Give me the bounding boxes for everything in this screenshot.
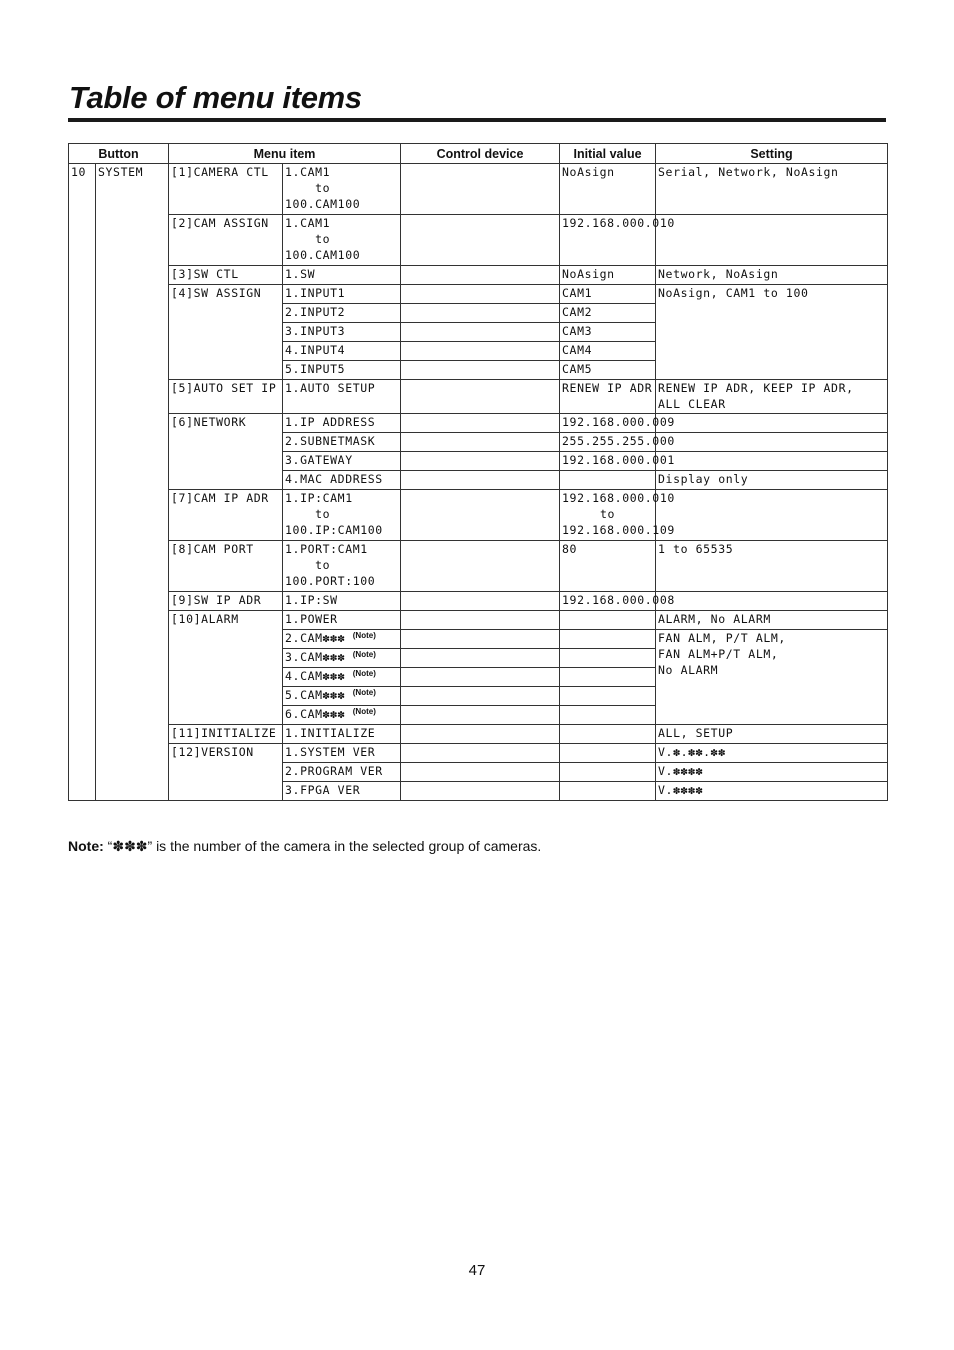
menu-group: [3]SW CTL [169, 266, 283, 285]
initial-value [560, 630, 656, 649]
menu-item [283, 630, 401, 649]
menu-group: [12]VERSION [169, 744, 283, 801]
initial-value: CAM4 [560, 342, 656, 361]
initial-value: NoAsign [560, 164, 656, 215]
setting [656, 490, 888, 541]
footnote [68, 838, 541, 855]
header-initial-value: Initial value [560, 144, 656, 164]
setting: Network, NoAsign [656, 266, 888, 285]
setting: V.✽.✽✽.✽✽ [656, 744, 888, 763]
menu-item: 1.IP:SW [283, 592, 401, 611]
setting [656, 452, 888, 471]
initial-value: 192.168.000.010 to 192.168.000.109 [560, 490, 656, 541]
menu-group: [9]SW IP ADR [169, 592, 283, 611]
page-title: Table of menu items [69, 80, 362, 115]
control-device-cell [401, 361, 560, 380]
button-number: 10 [69, 164, 96, 801]
header-menu-item: Menu item [169, 144, 401, 164]
control-device-cell [401, 323, 560, 342]
control-device-cell [401, 592, 560, 611]
control-device-cell [401, 285, 560, 304]
note-marker: (Note) [352, 650, 376, 659]
setting [656, 215, 888, 266]
initial-value: CAM1 [560, 285, 656, 304]
control-device-cell [401, 649, 560, 668]
menu-item-label: 3.CAM✽✽✽ [285, 650, 346, 664]
menu-group: [6]NETWORK [169, 414, 283, 490]
table-row [69, 611, 888, 630]
control-device-cell [401, 414, 560, 433]
initial-value [560, 782, 656, 801]
menu-group: [7]CAM IP ADR [169, 490, 283, 541]
initial-value: NoAsign [560, 266, 656, 285]
setting [656, 414, 888, 433]
table-row [69, 266, 888, 285]
page-number: 47 [468, 1262, 486, 1279]
initial-value [560, 725, 656, 744]
menu-item: 5.INPUT5 [283, 361, 401, 380]
menu-item: 1.POWER [283, 611, 401, 630]
control-device-cell [401, 304, 560, 323]
initial-value [560, 744, 656, 763]
initial-value: CAM3 [560, 323, 656, 342]
setting: RENEW IP ADR, KEEP IP ADR, ALL CLEAR [656, 380, 888, 414]
setting: ALARM, No ALARM [656, 611, 888, 630]
setting: Serial, Network, NoAsign [656, 164, 888, 215]
menu-item: 4.INPUT4 [283, 342, 401, 361]
table-row [69, 380, 888, 414]
menu-item: 1.PORT:CAM1 to 100.PORT:100 [283, 541, 401, 592]
control-device-cell [401, 471, 560, 490]
menu-item: 1.CAM1 to 100.CAM100 [283, 164, 401, 215]
menu-item-label: 5.CAM✽✽✽ [285, 688, 346, 702]
initial-value [560, 687, 656, 706]
menu-items-table [68, 143, 888, 801]
note-marker: (Note) [352, 707, 376, 716]
initial-value: 80 [560, 541, 656, 592]
table-row [69, 285, 888, 304]
table-row [69, 541, 888, 592]
initial-value: 192.168.000.008 [560, 592, 656, 611]
menu-item: 2.PROGRAM VER [283, 763, 401, 782]
footnote-label: Note: [68, 838, 104, 854]
menu-item: 1.INITIALIZE [283, 725, 401, 744]
control-device-cell [401, 744, 560, 763]
setting: FAN ALM, P/T ALM, FAN ALM+P/T ALM, No ALARM [656, 630, 888, 725]
menu-item: 1.IP ADDRESS [283, 414, 401, 433]
setting: V.✽✽✽✽ [656, 763, 888, 782]
setting [656, 433, 888, 452]
button-name: SYSTEM [96, 164, 169, 801]
control-device-cell [401, 668, 560, 687]
initial-value: 192.168.000.009 [560, 414, 656, 433]
table-row [69, 592, 888, 611]
menu-item: 2.INPUT2 [283, 304, 401, 323]
header-control-device: Control device [401, 144, 560, 164]
control-device-cell [401, 452, 560, 471]
menu-item: 3.FPGA VER [283, 782, 401, 801]
control-device-cell [401, 782, 560, 801]
menu-item: 1.CAM1 to 100.CAM100 [283, 215, 401, 266]
initial-value: CAM5 [560, 361, 656, 380]
initial-value [560, 706, 656, 725]
setting: 1 to 65535 [656, 541, 888, 592]
menu-item-label: 6.CAM✽✽✽ [285, 707, 346, 721]
control-device-cell [401, 215, 560, 266]
control-device-cell [401, 763, 560, 782]
control-device-cell [401, 687, 560, 706]
note-marker: (Note) [352, 631, 376, 640]
setting [656, 592, 888, 611]
menu-item: 4.MAC ADDRESS [283, 471, 401, 490]
header-row [69, 144, 888, 164]
control-device-cell [401, 490, 560, 541]
menu-group: [1]CAMERA CTL [169, 164, 283, 215]
control-device-cell [401, 611, 560, 630]
setting: Display only [656, 471, 888, 490]
menu-item: 1.INPUT1 [283, 285, 401, 304]
initial-value [560, 649, 656, 668]
note-marker: (Note) [352, 669, 376, 678]
menu-item-label: 4.CAM✽✽✽ [285, 669, 346, 683]
footnote-text: “✽✽✽” is the number of the camera in the selected group of cameras. [103, 838, 542, 854]
menu-item: 1.IP:CAM1 to 100.IP:CAM100 [283, 490, 401, 541]
control-device-cell [401, 630, 560, 649]
menu-item: 1.AUTO SETUP [283, 380, 401, 414]
menu-item-label: 2.CAM✽✽✽ [285, 631, 346, 645]
table-row [69, 164, 888, 215]
initial-value [560, 471, 656, 490]
table-row [69, 744, 888, 763]
initial-value: CAM2 [560, 304, 656, 323]
menu-item: 2.SUBNETMASK [283, 433, 401, 452]
menu-item: 1.SYSTEM VER [283, 744, 401, 763]
note-marker: (Note) [352, 688, 376, 697]
menu-group: [5]AUTO SET IP [169, 380, 283, 414]
control-device-cell [401, 541, 560, 592]
control-device-cell [401, 706, 560, 725]
table-row [69, 725, 888, 744]
initial-value: RENEW IP ADR [560, 380, 656, 414]
menu-item [283, 706, 401, 725]
control-device-cell [401, 380, 560, 414]
menu-item: 3.INPUT3 [283, 323, 401, 342]
control-device-cell [401, 164, 560, 215]
header-button: Button [69, 144, 169, 164]
menu-group: [4]SW ASSIGN [169, 285, 283, 380]
initial-value: 192.168.000.001 [560, 452, 656, 471]
menu-item [283, 687, 401, 706]
header-setting: Setting [656, 144, 888, 164]
menu-item [283, 668, 401, 687]
initial-value: 255.255.255.000 [560, 433, 656, 452]
menu-item: 3.GATEWAY [283, 452, 401, 471]
control-device-cell [401, 725, 560, 744]
control-device-cell [401, 342, 560, 361]
menu-item [283, 649, 401, 668]
setting: V.✽✽✽✽ [656, 782, 888, 801]
control-device-cell [401, 266, 560, 285]
setting: ALL, SETUP [656, 725, 888, 744]
menu-group: [2]CAM ASSIGN [169, 215, 283, 266]
initial-value [560, 763, 656, 782]
initial-value [560, 611, 656, 630]
menu-item: 1.SW [283, 266, 401, 285]
title-rule [68, 118, 886, 122]
table-row [69, 414, 888, 433]
table-row [69, 490, 888, 541]
initial-value: 192.168.000.010 [560, 215, 656, 266]
initial-value [560, 668, 656, 687]
menu-group: [8]CAM PORT [169, 541, 283, 592]
table-row [69, 215, 888, 266]
control-device-cell [401, 433, 560, 452]
setting: NoAsign, CAM1 to 100 [656, 285, 888, 380]
menu-group: [11]INITIALIZE [169, 725, 283, 744]
menu-group: [10]ALARM [169, 611, 283, 725]
